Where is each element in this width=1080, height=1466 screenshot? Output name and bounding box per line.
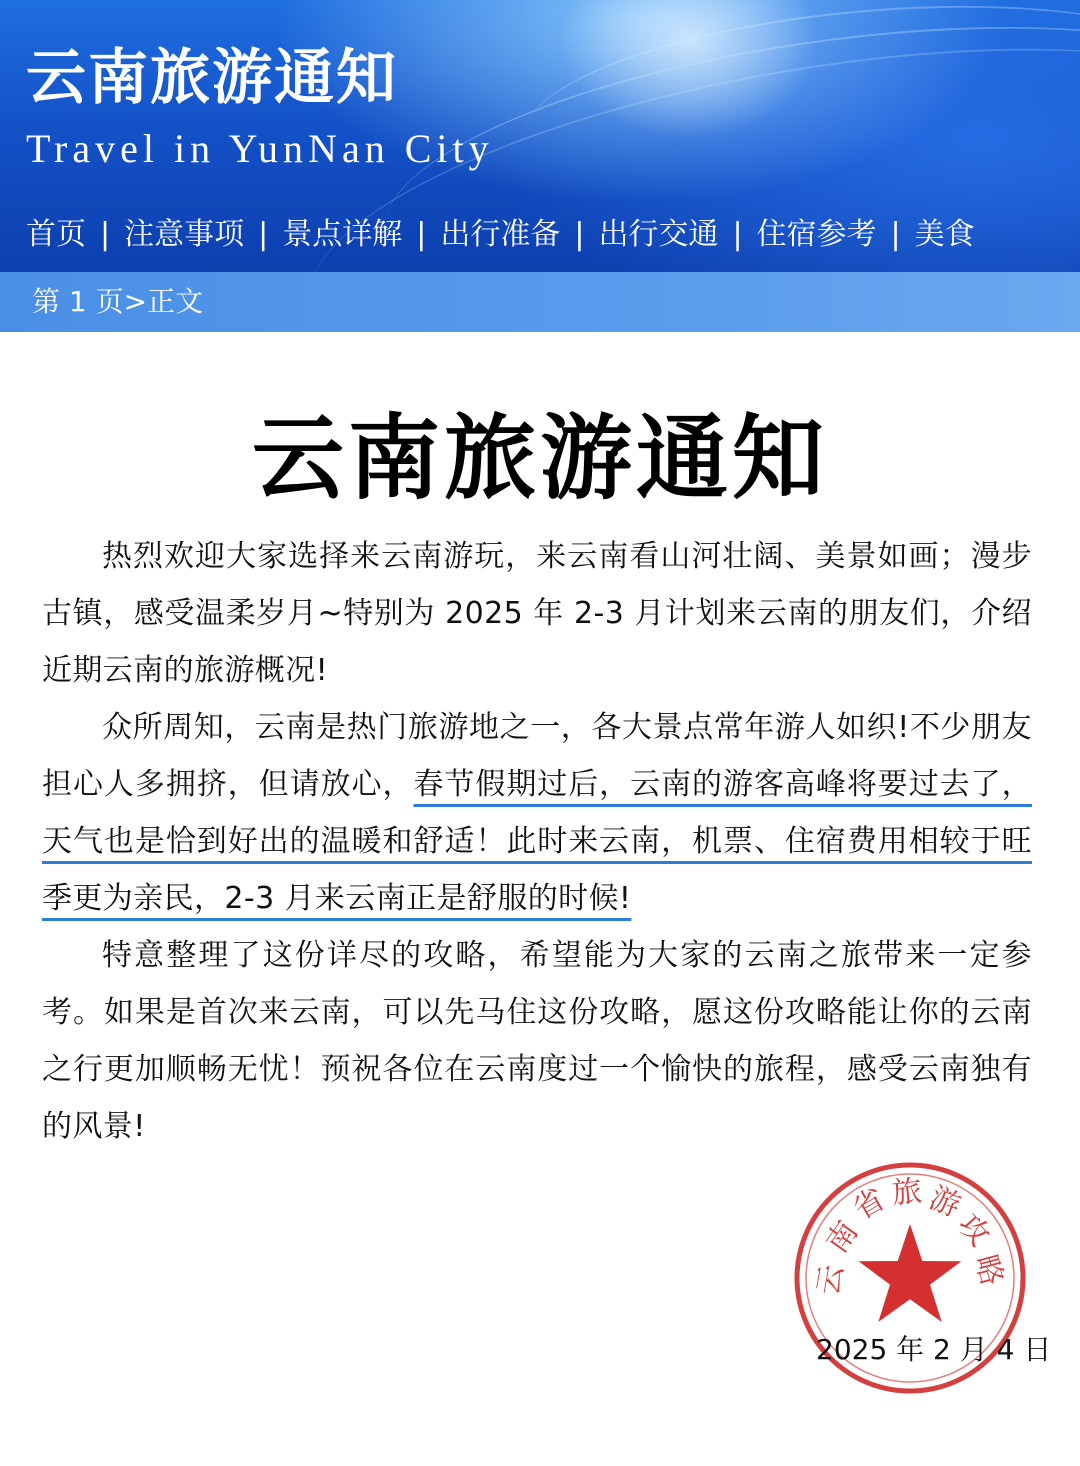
paragraph-guide: 特意整理了这份详尽的攻略，希望能为大家的云南之旅带来一定参考。如果是首次来云南，可以先马住这份攻略，愿这份攻略能让你的云南之行更加顺畅无忧！预祝各位在云南度过一个愉快的旅程，感受云南独有的风景! [42, 938, 1032, 1144]
paragraph-overview [42, 699, 1032, 927]
issue-date: 2025 年 2 月 4 日 [816, 1333, 1052, 1366]
nav-separator: | [732, 217, 743, 252]
nav-separator: | [890, 217, 901, 252]
nav-separator: | [574, 217, 585, 252]
seal-character: 云 [810, 1262, 851, 1298]
nav-item-home[interactable]: 首页 [26, 217, 86, 252]
seal-character: 旅 [890, 1173, 924, 1212]
paragraph-overview-text: 众所周知，云南是热门旅游地之一，各大景点常年游人如织!不少朋友担心人多拥挤，但请放心， [42, 710, 1032, 802]
highlighted-text: 春节假期过后，云南的游客高峰将要过去了，天气也是恰到好出的温暖和舒适！此时来云南，机票、住宿费用相较于旺季更为亲民，2-3 月来云南正是舒服的时候! [42, 767, 1032, 916]
article-body [42, 528, 1032, 1155]
nav-item-transport[interactable]: 出行交通 [598, 217, 719, 252]
seal-character: 游 [924, 1180, 966, 1225]
star-icon [859, 1224, 962, 1322]
site-subtitle: Travel in YunNan City [26, 126, 494, 171]
nav-separator: | [258, 217, 269, 252]
nav-item-preparation[interactable]: 出行准备 [440, 217, 561, 252]
nav-item-accommodation[interactable]: 住宿参考 [756, 217, 877, 252]
nav-separator: | [416, 217, 427, 252]
main-nav [26, 212, 975, 258]
nav-separator: | [100, 217, 111, 252]
seal-character: 南 [819, 1214, 866, 1260]
seal-character: 省 [847, 1181, 891, 1228]
seal-character: 攻 [950, 1207, 997, 1254]
breadcrumb[interactable]: 第 1 页>正文 [32, 285, 204, 318]
nav-item-attractions[interactable]: 景点详解 [282, 217, 403, 252]
nav-item-food[interactable]: 美食 [914, 217, 975, 252]
paragraph-welcome: 热烈欢迎大家选择来云南游玩，来云南看山河壮阔、美景如画；漫步古镇，感受温柔岁月~特别为 2025 年 2-3 月计划来云南的朋友们，介绍近期云南的旅游概况! [42, 539, 1032, 688]
seal-character: 略 [967, 1251, 1010, 1290]
breadcrumb-bar [0, 272, 1080, 332]
article-title: 云南旅游通知 [251, 405, 828, 512]
header-banner [0, 0, 1080, 272]
site-title: 云南旅游通知 [26, 43, 398, 113]
nav-item-notes[interactable]: 注意事项 [124, 217, 245, 252]
